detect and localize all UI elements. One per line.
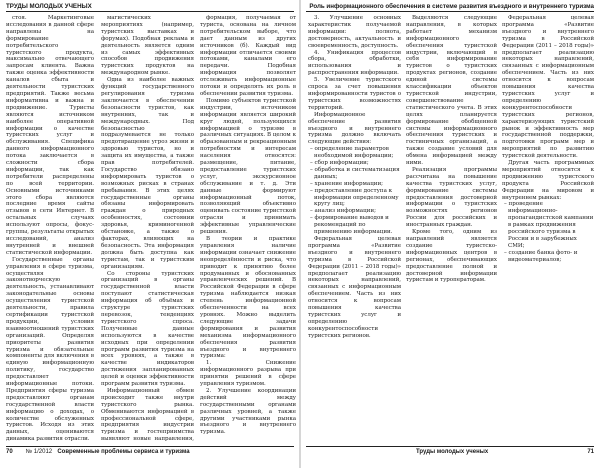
list-item: – проведение информационно-пропагандистской кампании в рамках продвижения российского туризма в России и в зарубежных СМИ; (504, 201, 594, 249)
paragraph: Одна из наиболее важных функций государственного регулирования туризма заключается в обеспечении безопасности туристов, как внутренних, так и международных. Под безопасностью подразумевается не только предотвращение угроз жизни и здоровью туристов, но и защита их имущества, а также прав потребителей. Государство обязано информировать туристов о возможных рисках в странах пребывания. В этих целях государственные органы обязаны информировать граждан о природных особенностях, состоянии здоровья, криминогенной обстановке, а также о факторах, влияющих на безопасность. Эта информация должна быть доступна как туристам, так и туристским организациям. (101, 77, 194, 270)
paragraph: Информационный обмен происходит также внутри туристского рынка. Обмениваются информацией в профессиональной сфере, предприятия индустрии туризма и гостеприимства выявляют новые направления, (101, 387, 194, 442)
paragraph: Федеральная целевая программа «Развитие въездного и внутреннего туризма в Российской Федерации (2011 – 2018 годы)» предполагает реализацию некоторых направлений, связанных с информационным обеспечением. Часть из них относится к вопросам повышения качества туристских услуг и определению конкурентоспособности туристских регионов. (308, 236, 401, 339)
list-item: – обработка и систематизация данных; (310, 166, 400, 180)
page-number-left: 70 (6, 449, 13, 455)
right-page-column-2 (406, 15, 497, 442)
numbered-item: 2. Улучшение координации действий между государственными органами различных уровней, а также другими участниками рынка въездного и внутреннего туризма. (200, 387, 296, 436)
numbered-item: 1. Снижение информационного разрыва при принятии решений в сфере управления туризмом. (200, 360, 296, 388)
paragraph: формация, получаемая от туриста, основана на личном потребительском выборе, что дает данным из других источников (б). Каждый вид информации отличается своими потоками, каналами его передачи. Подобная информация позволяет отслеживать информационные потоки и определять их роль в обеспечении развития туризма. (200, 15, 296, 97)
paragraph: Другая часть программных мероприятий относится к продвижению туристского продукта Российской Федерации на мировом и внутреннем рынках: (502, 160, 594, 201)
running-head-right: Роль информационного обеспечения в системе развития въездного и внутреннего туризма (306, 3, 594, 12)
right-page-column-1 (308, 15, 401, 442)
left-page-column-3 (200, 15, 296, 442)
paragraph: Выделяются следующие направления, в которых работает механизм информационного обеспечения туристской индустрии, включающий в себя информирование туристов о туристских продуктах регионов, создание единой системы классификации объектов туристской индустрии, совершенствование статистического учета. В этих целях планируется формирование обобщенной системы информационного обеспечения туристских и гостиничных организаций, а также создание условий для обмена информацией между ними. (406, 15, 497, 167)
list-item: – анализ информации; (310, 208, 376, 215)
paragraph: Помимо субъектов туристской индустрии, источником информации является широкий круг людей, пользующихся информацией о туризме в различных ситуациях. В целом к образованным и рекреационным потребностям и интересам населения относятся: размещение, питание, предоставление туристских услуг, экскурсионное обслуживание и т. д. Эти данные формируют информационный поток, позволяющий объективно оценивать состояние туристской отрасли и принимать эффективные управленческие решения. (200, 97, 296, 236)
list-item: – хранение информации; (310, 180, 384, 187)
promotion-list (502, 201, 594, 263)
left-page-column-1 (6, 15, 94, 442)
paragraph: магистических мероприятиях (например, туристских выставках и форумах). Подобная реклама и деятельность является одним из самых эффективных способов продвижения туристских продуктов на международном рынке. (101, 15, 194, 77)
list-item: – определение параметров необходимой информации; (310, 146, 394, 160)
paragraph: В теории и практике управления наличие информации означает снижение неопределённости и риска, что приводит к принятию более продуманных и обоснованных управленческих решений. В Российской Федерации в сфере туризма наблюдается низкая степень информационной обеспеченности на всех уровнях. Можно выделить следующие задачи формирования и развития механизма информационного обеспечения развития въездного и внутреннего туризма: (200, 236, 296, 360)
page-number-right: 71 (587, 449, 594, 455)
footer-right (306, 446, 594, 457)
list-item: – создание банка фото- и видеоматериалов; (504, 249, 578, 263)
paragraph: Реализация программы рассчитана на повышение качества туристских услуг, формирование системы предоставления достоверной информации о туристских возможностях регионов России для российских и иностранных граждан. (406, 166, 497, 229)
list-item: – формирование выводов и рекомендаций по применению информации. (310, 215, 393, 236)
list-item: – сбор информации; (310, 160, 369, 167)
action-list (308, 146, 401, 236)
page-gutter (299, 0, 301, 468)
paragraph: стоя. Маркетинговые исследования в данной сфере направлены на формирование потребительского туристского продукта, максимально отвечающего запросам клиента. Важна также оценка эффективности каналов сбыта и деятельности туристских предприятий. Также весьма информативна и важна и продвижение. Туристы являются источником наиболее оперативной информации о качестве туристских услуг и обслуживания. Специфика данного информационного потока заключается в сложности сбора информации, так как потребители распределены по всей территории. Основными источниками этого сбора являются последние время сайты отзывов в сети Интернет. В остальных случаях используют опросы, фокус-группы, результаты открытых исследований, анализ внутренней и внешней статистической информации. (6, 15, 94, 256)
issue-number: № 1/2012 (25, 449, 53, 455)
running-head-left: ТРУДЫ МОЛОДЫХ УЧЕНЫХ (6, 3, 294, 12)
numbered-item: 4. Унификация процессов сбора, обработки, использования и распространения информации. (308, 49, 401, 77)
paragraph: Кроме того, одним из направлений является создание туристско-информационных центров в регионах, обеспечивающих предоставление полной и достоверной информации туристам и туроператорам. (406, 229, 497, 284)
paragraph: Информационное обеспечение развития въездного и внутреннего туризма должно включать следующие действия: (308, 111, 401, 146)
footer-left (6, 446, 294, 457)
paragraph: Со стороны туристских организаций в органы государственной власти поступают статистическая информация об объёмах и структуре туристских перевозок, тенденциях туристского спроса. Полученные данные используются в качестве исходных при определении программ развития туризма на всех уровнях, а также в качестве индикаторов достижения запланированных целей и оценки эффективности программ развития туризма. (101, 270, 194, 388)
left-page-column-2 (101, 15, 194, 442)
numbered-item: 5. Увеличение туристского спроса за счет повышения информированности туристов о туристских возможностях территорий. (308, 77, 401, 111)
numbered-item: 3. Улучшение основных характеристик получаемой информации: полнота, достоверность, актуальность и своевременность, доступность. (308, 15, 401, 49)
list-item: – предоставление доступа к информации определенному кругу лиц; (310, 187, 399, 208)
right-page-column-3 (502, 15, 594, 442)
section-title: Труды молодых ученых (416, 449, 489, 455)
paragraph: Федеральная целевая программа «Развитие въездного и внутреннего туризма в Российской Федерации (2011 – 2018 годы)» предполагает реализацию некоторых направлений, связанных с информационным обеспечением. Часть из них относится к вопросам повышения качества туристских услуг и определению конкурентоспособности туристских регионов, характеризующих туристский рынок и эффективность мер государственной поддержки, подготовки программ мер и мероприятий по развитию туристской деятельности. (502, 15, 594, 160)
paragraph: Государственные органы управления в сфере туризма, осуществляя законотворческую деятельность, устанавливают законодательные основы осуществления туристской деятельности, правила сертификации туристской продукции, условия взаимоотношений туристских организаций. Определяя приоритеты развития туризма и обязательные компоненты для включения в единую информационную политику, государство предоставляет информационные потоки. Предприятия сферы туризма предоставляют органам государственной власти информацию о доходах, о количестве обслуженных туристов. Исходя из этих данных, оцениваются динамика развития отрасли. (6, 256, 94, 442)
journal-title: Современные проблемы сервиса и туризма (57, 449, 190, 455)
